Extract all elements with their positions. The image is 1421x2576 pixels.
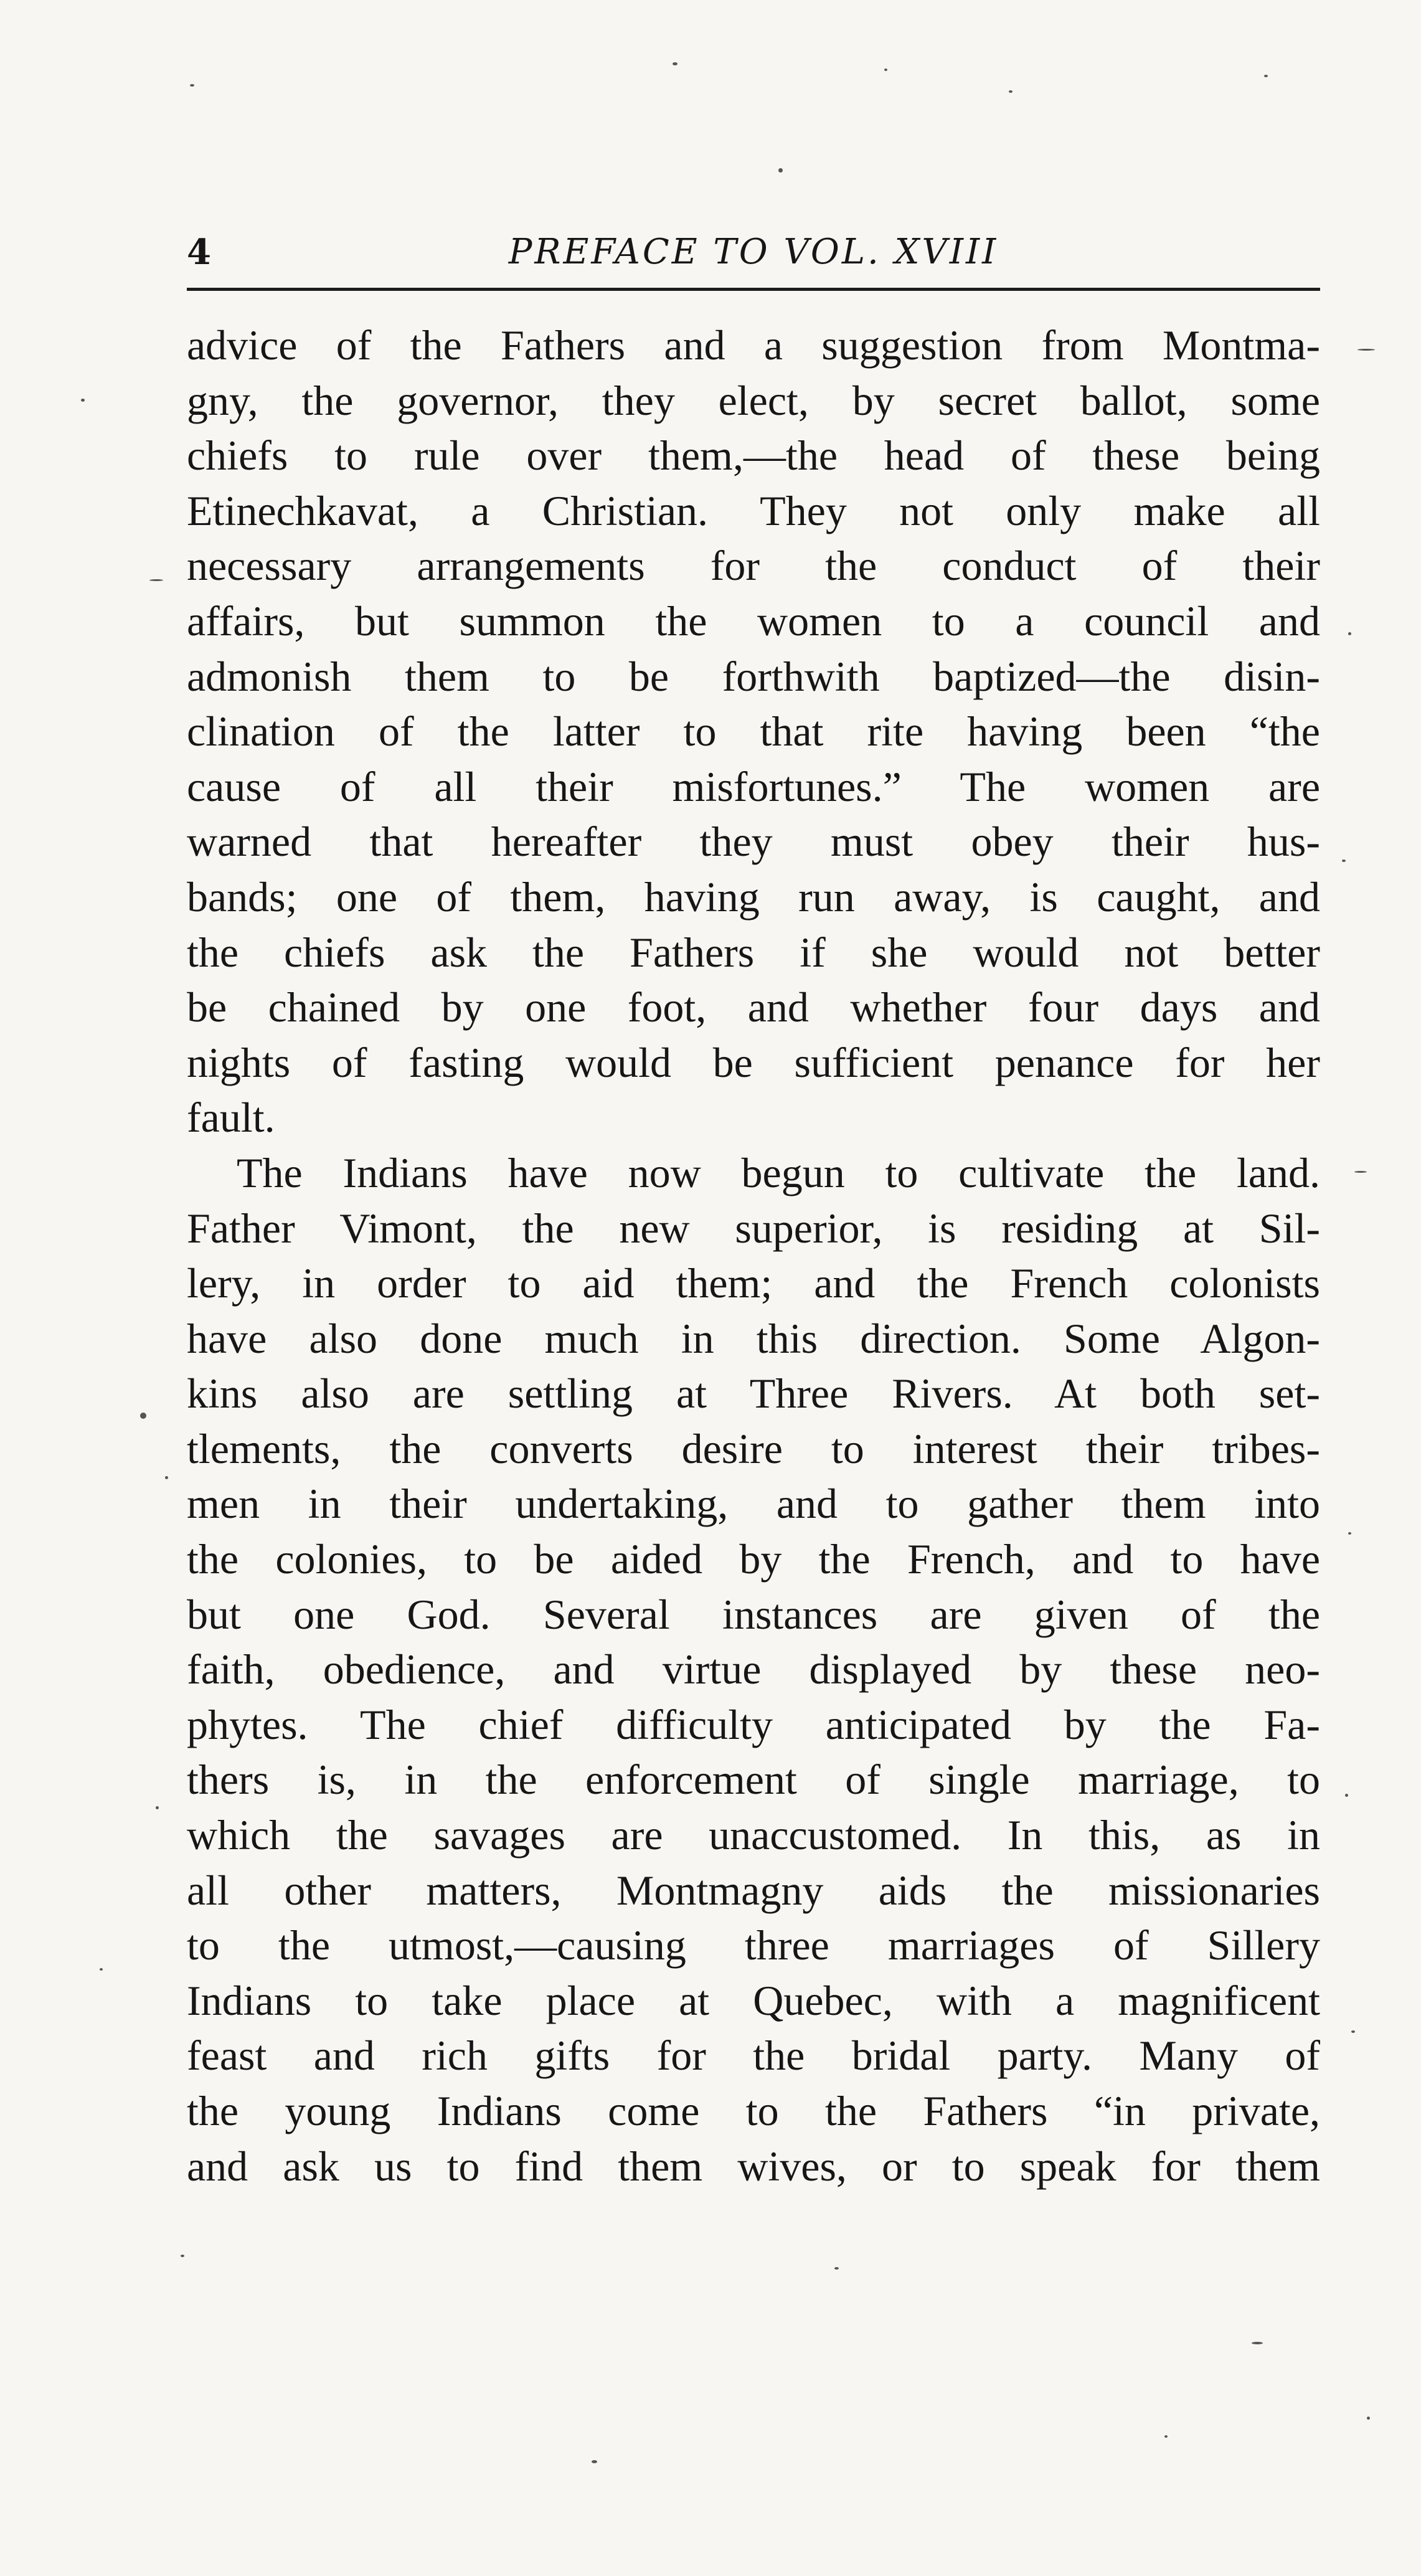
text-line: nights of fasting would be sufficient penance for her (187, 1038, 1320, 1086)
text-line: lery, in order to aid them; and the French colonists (187, 1259, 1320, 1307)
scan-speck (1009, 90, 1013, 93)
header-rule (187, 288, 1320, 291)
body-text (187, 318, 1320, 2194)
scan-speck (149, 579, 163, 581)
scan-speck (1351, 2030, 1355, 2033)
scan-speck (1348, 632, 1351, 635)
scan-speck (1367, 2417, 1370, 2420)
scan-speck (778, 168, 783, 173)
text-line: all other matters, Montmagny aids the missionaries (187, 1866, 1320, 1914)
text-line: affairs, but summon the women to a council and (187, 597, 1320, 645)
text-line: clination of the latter to that rite having been “the (187, 708, 1320, 755)
text-line: be chained by one foot, and whether four days and (187, 983, 1320, 1031)
text-line: admonish them to be forthwith baptized—the disin- (187, 652, 1320, 700)
scan-speck (190, 84, 194, 87)
running-title: PREFACE TO VOL. XVIII (508, 232, 999, 272)
text-line: the young Indians come to the Fathers “in private, (187, 2087, 1320, 2134)
scan-speck (834, 2267, 839, 2270)
scan-speck (884, 69, 887, 71)
text-line: faith, obedience, and virtue displayed by these neo- (187, 1646, 1320, 1693)
text-line: feast and rich gifts for the bridal party. Many of (187, 2032, 1320, 2080)
text-line: Etinechkavat, a Christian. They not only make all (187, 486, 1320, 534)
text-line: The Indians have now begun to cultivate the land. (237, 1148, 1320, 1196)
text-line: men in their undertaking, and to gather them into (187, 1480, 1320, 1528)
scan-speck (1164, 2435, 1168, 2438)
text-line: the chiefs ask the Fathers if she would not better (187, 928, 1320, 976)
text-line: Indians to take place at Quebec, with a magnificent (187, 1976, 1320, 2024)
scan-speck (181, 2255, 184, 2257)
scan-speck (1342, 859, 1346, 862)
text-line: tlements, the converts desire to interest their tribes- (187, 1424, 1320, 1472)
text-line: the colonies, to be aided by the French, and to have (187, 1535, 1320, 1583)
text-line: which the savages are unaccustomed. In this, as in (187, 1811, 1320, 1859)
text-line: gny, the governor, they elect, by secret ballot, some (187, 376, 1320, 424)
scan-speck (592, 2460, 597, 2463)
text-line: Father Vimont, the new superior, is residing at Sil- (187, 1204, 1320, 1252)
text-line: bands; one of them, having run away, is caught, and (187, 873, 1320, 921)
scan-speck (1354, 1171, 1367, 1173)
text-line: kins also are settling at Three Rivers. At both set- (187, 1370, 1320, 1418)
scan-speck (156, 1806, 159, 1809)
text-line: phytes. The chief difficulty anticipated by the Fa- (187, 1700, 1320, 1748)
scan-speck (100, 1968, 103, 1971)
scan-speck (1252, 2342, 1263, 2344)
scan-speck (1348, 1532, 1351, 1535)
text-line: and ask us to find them wives, or to speak for them (187, 2142, 1320, 2190)
text-line: necessary arrangements for the conduct of their (187, 542, 1320, 590)
scan-speck (140, 1413, 146, 1419)
text-line: have also done much in this direction. Some Algon- (187, 1314, 1320, 1362)
text-line: but one God. Several instances are given of the (187, 1590, 1320, 1638)
text-line: fault. (187, 1094, 275, 1142)
scan-speck (1357, 349, 1375, 351)
text-line: chiefs to rule over them,—the head of these being (187, 432, 1320, 480)
text-line: warned that hereafter they must obey their hus- (187, 818, 1320, 866)
page-header (187, 224, 1320, 280)
text-line: thers is, in the enforcement of single marriage, to (187, 1756, 1320, 1804)
scan-speck (81, 399, 85, 402)
scan-speck (1345, 1794, 1348, 1797)
text-line: cause of all their misfortunes.” The women are (187, 762, 1320, 810)
scan-speck (1264, 75, 1268, 77)
paragraph-1 (187, 318, 1320, 1145)
scan-speck (673, 62, 677, 65)
paragraph-2 (187, 1145, 1320, 2194)
page-number: 4 (187, 232, 211, 273)
text-line: advice of the Fathers and a suggestion from Montma- (187, 321, 1320, 369)
scan-speck (165, 1476, 168, 1479)
text-line: to the utmost,—causing three marriages of Sillery (187, 1921, 1320, 1969)
